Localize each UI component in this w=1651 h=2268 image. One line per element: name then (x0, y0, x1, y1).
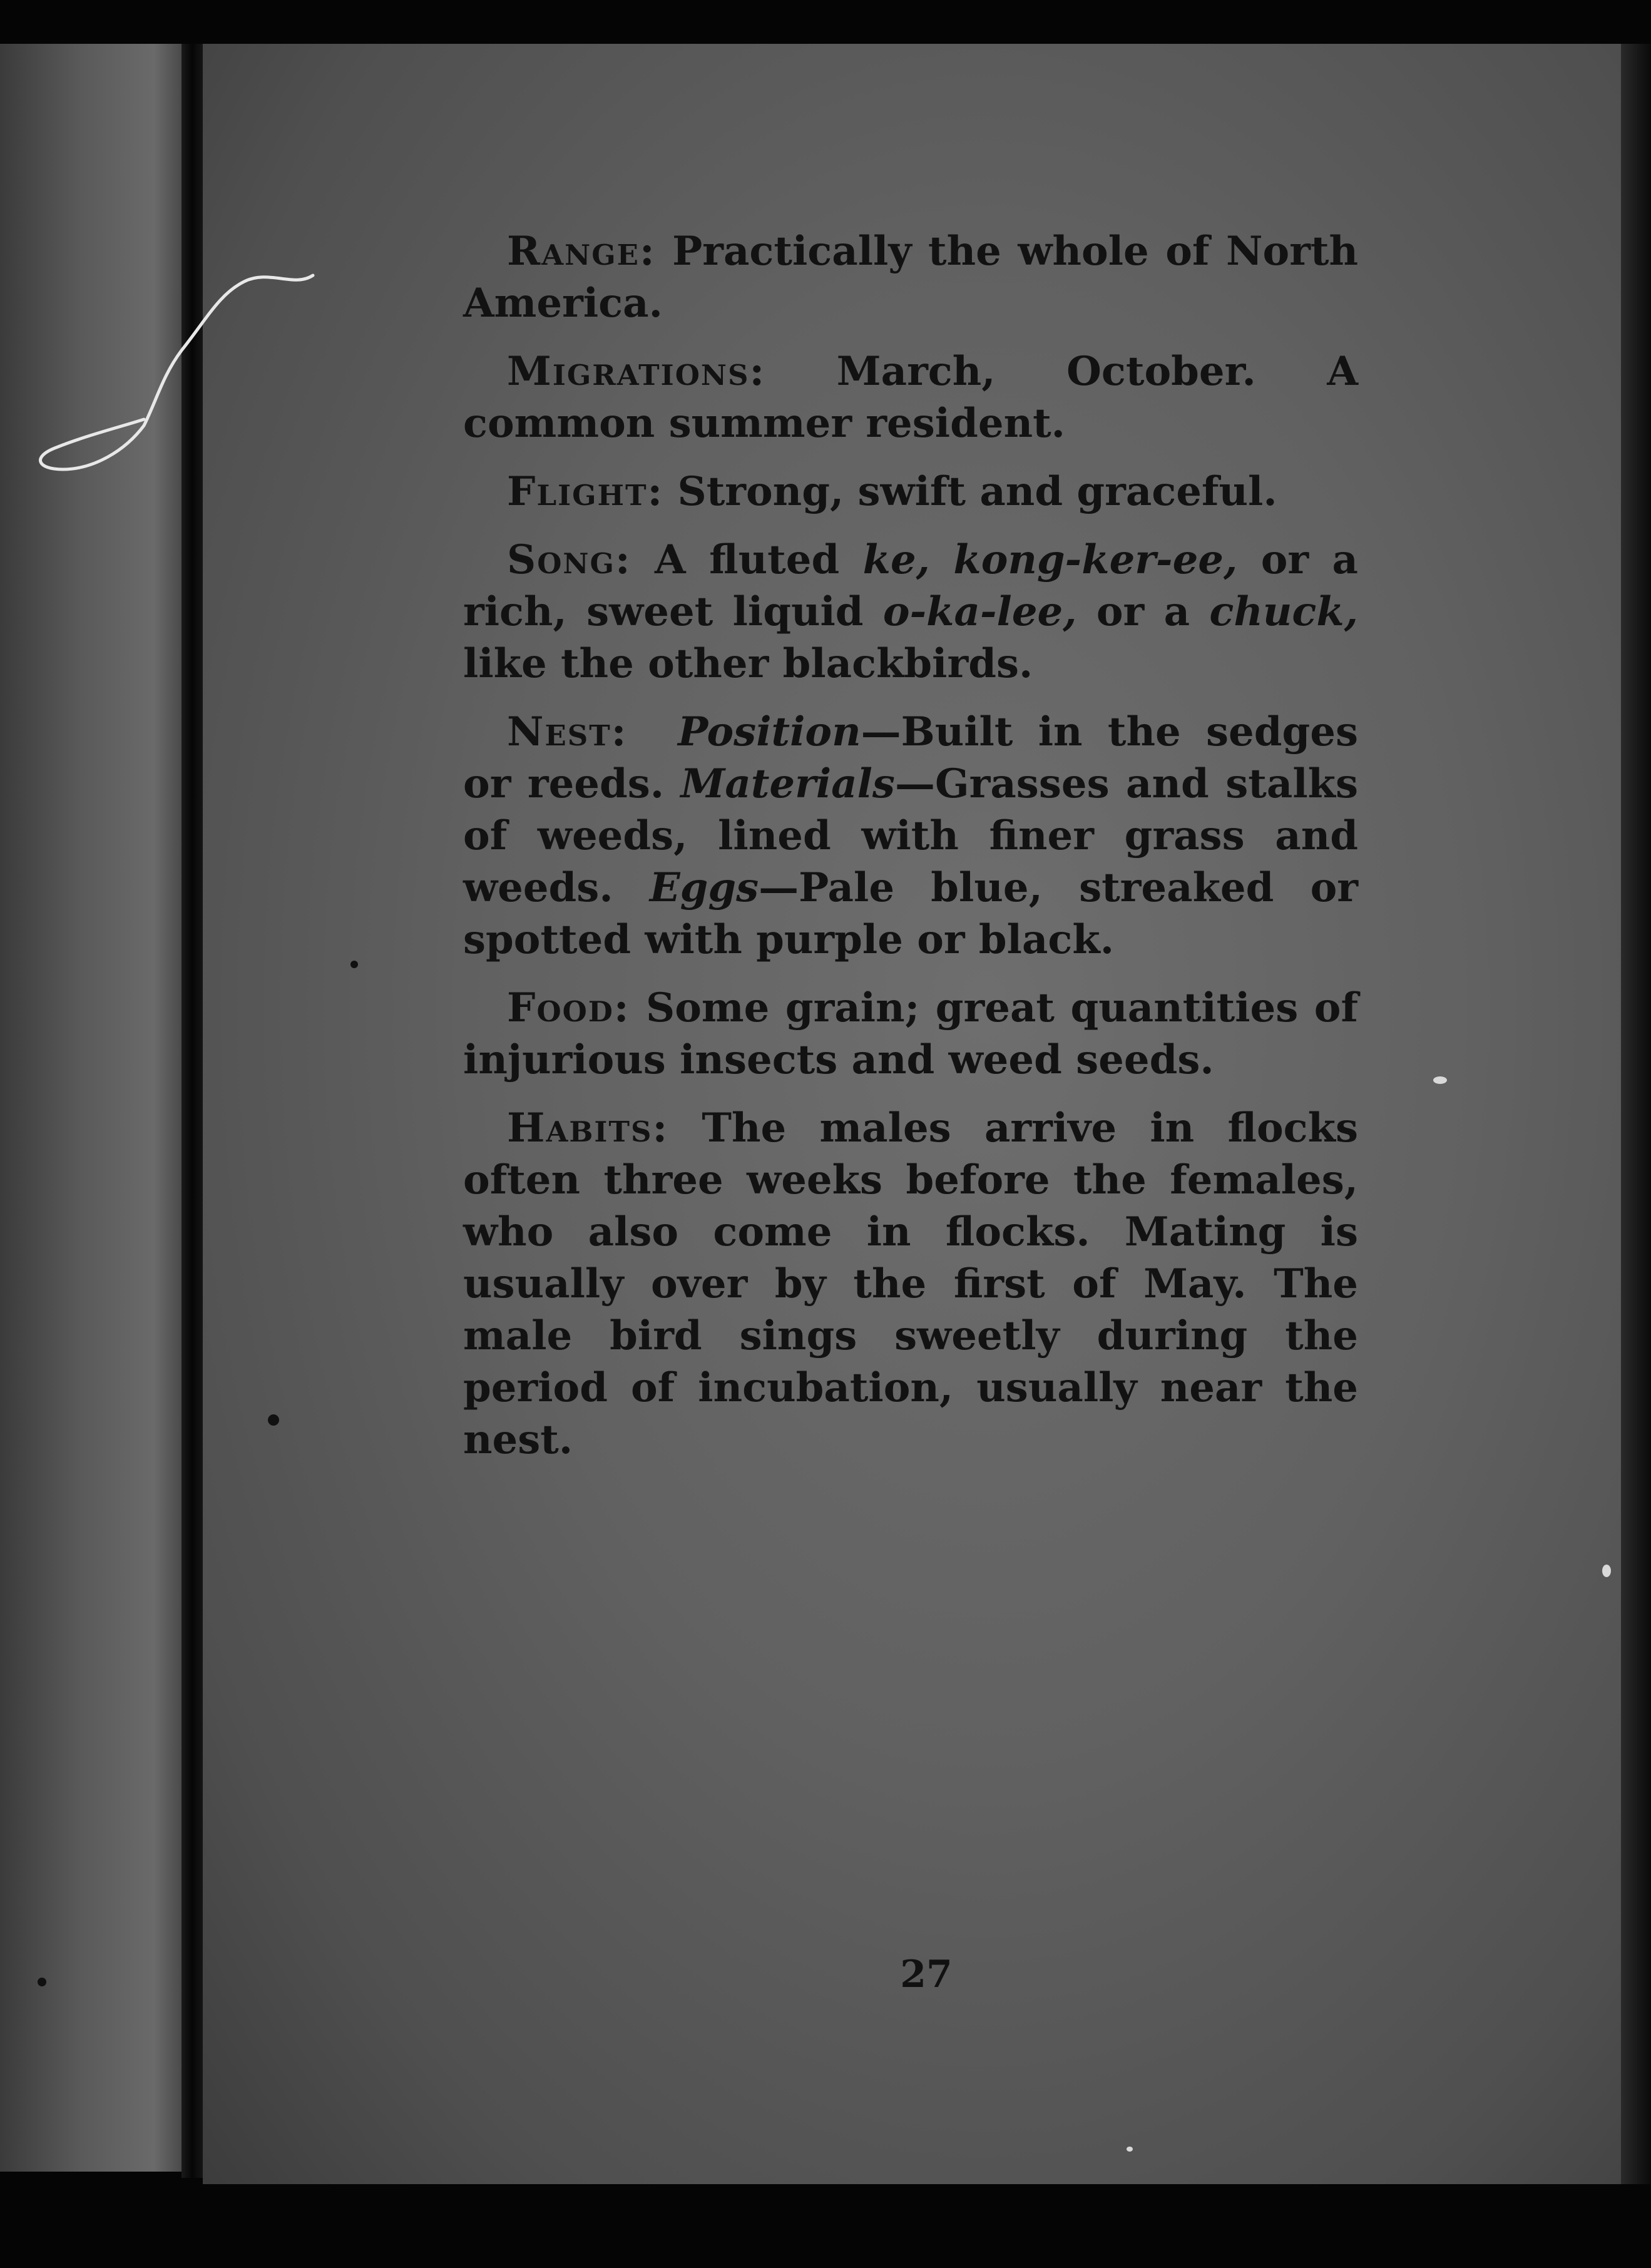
habits-label: Habits: (507, 1105, 669, 1152)
song-call-1: ke, kong-ker-ee, (862, 536, 1238, 583)
entry-nest (463, 706, 1358, 966)
dust-speck (268, 1414, 279, 1426)
dust-speck (350, 961, 358, 968)
nest-label: Nest: (507, 708, 628, 755)
migrations-label: Migrations: (507, 348, 766, 395)
entry-flight (463, 466, 1358, 518)
nest-eggs-term: Eggs (649, 864, 759, 911)
nest-position-text: —Built in the sedges or reeds. (463, 708, 1359, 807)
dust-speck (1127, 2147, 1133, 2152)
song-call-3: chuck, (1209, 588, 1359, 635)
song-call-2: o-ka-lee, (882, 588, 1077, 635)
song-label: Song: (507, 536, 631, 583)
page-number: 27 (900, 1953, 953, 1996)
nest-position-term: Position (678, 708, 861, 755)
flight-label: Flight: (507, 468, 664, 515)
nest-eggs-text: —Pale blue, streaked or spotted with purple or black. (463, 864, 1358, 963)
song-text-2: or a rich, sweet liquid (463, 536, 1359, 635)
entry-habits (463, 1102, 1358, 1466)
right-page-edge (1621, 44, 1651, 2184)
range-label: Range: (507, 228, 656, 275)
habits-text: The males arrive in flocks often three weeks before the females, who also come in flocks. Mating is usually over by the first of May. The male bird sings sweetly during the period of incubation, usually near the nest. (463, 1105, 1358, 1463)
pencil-scrawl-mark (19, 263, 319, 488)
song-text-1: A fluted (631, 536, 863, 583)
nest-materials-text: —Grasses and stalks of weeds, lined with finer grass and weeds. (463, 760, 1358, 911)
song-text-3: or a (1076, 588, 1210, 635)
entry-song (463, 534, 1358, 690)
dust-speck (1433, 1076, 1447, 1084)
dust-speck (1602, 1565, 1611, 1577)
flight-text: Strong, swift and graceful. (663, 468, 1277, 515)
nest-materials-term: Materials (680, 760, 895, 807)
entry-migrations (463, 345, 1358, 449)
migrations-text: March, October. A common summer resident. (463, 348, 1358, 447)
range-text: Practically the whole of North America. (463, 228, 1358, 327)
field-guide-text (463, 225, 1358, 1482)
food-label: Food: (507, 984, 630, 1031)
dust-speck (38, 1978, 46, 1986)
song-text-4: like the other blackbirds. (463, 640, 1033, 687)
food-text: Some grain; great quantities of injurious insects and weed seeds. (463, 984, 1358, 1083)
entry-range (463, 225, 1358, 329)
entry-food (463, 982, 1358, 1086)
